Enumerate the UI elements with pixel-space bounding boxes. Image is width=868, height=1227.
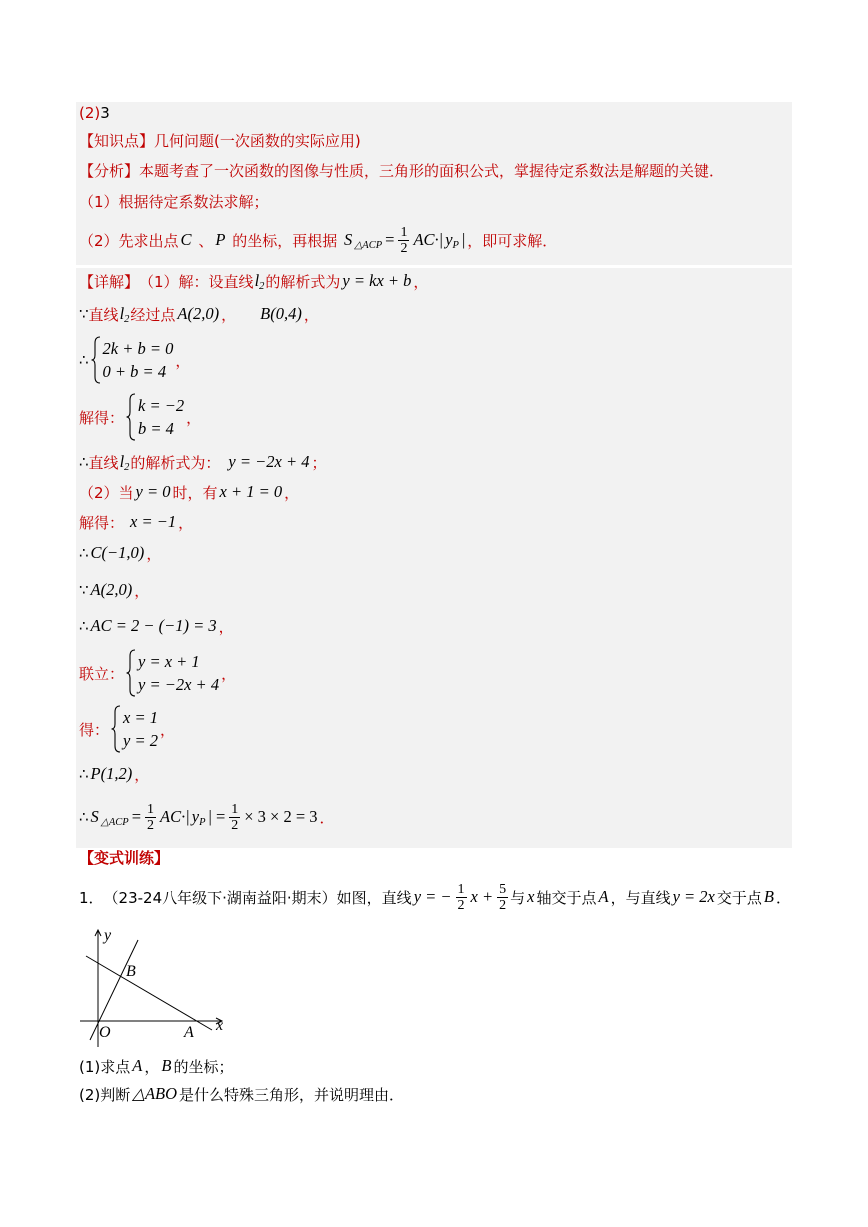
q1-text: (1)求点 [79,1057,131,1076]
abs-close-equals: | = [208,807,226,826]
problem-text-3: 轴交于点 [536,888,597,907]
line-var: l [119,452,125,471]
part-label: (2) [79,104,101,122]
base-ac: AC·| [413,230,444,249]
part-value: 3 [100,104,110,122]
point-a-coord: A(2,0) [90,580,133,599]
axis-var: x [527,887,535,906]
fraction-numerator: 5 [499,881,507,897]
therefore-symbol: ∴ [79,765,89,783]
detail-l12-end: ， [159,720,175,739]
detail-l1-end: ， [413,272,429,291]
because-symbol: ∵ [79,581,89,599]
detail-l1-expr: y = kx + b [342,271,412,290]
line-var-subscript: 2 [259,280,265,292]
detail-l7-expr: x = −1 [130,512,177,531]
detail-l11-end: ， [221,664,237,683]
area-result: × 3 × 2 = 3 [244,807,318,826]
ac-length: AC = 2 − (−1) = 3 [90,616,217,635]
step2-sep: 、 [193,231,214,250]
system-row: y = −2x + 4 [138,675,220,694]
detail-l5-text: 直线 [88,453,119,472]
because-symbol: ∵ [79,305,89,323]
detail-label: 【详解】 [79,272,140,291]
equation-system [91,336,174,384]
knowledge-label: 【知识点】 [79,131,155,150]
detail-l7-end: ， [178,513,194,532]
detail-l6-expr1: y = 0 [135,482,171,501]
detail-l3-end: ， [175,351,191,370]
height-var: y [445,230,453,249]
detail-l12-text: 得： [79,720,110,739]
problem-source: （23-24八年级下·湖南益阳·期末） [103,888,337,907]
line-var-subscript: 2 [124,313,130,325]
detail-l10-end: ， [218,617,234,636]
q2-triangle: △ABO [132,1084,178,1103]
detail-l8-end: ， [146,544,162,563]
system-row: k = −2 [138,396,185,415]
fraction-numerator: 1 [457,881,465,897]
point-p: P [215,230,226,249]
point-a: A [598,887,609,906]
detail-l6-expr2: x + 1 = 0 [219,482,283,501]
q1-sep: ， [144,1057,160,1076]
problem-number: 1． [79,888,104,907]
height-subscript: P [199,816,206,828]
variant-problem-line [79,867,791,927]
detail-l1-text: （1）解：设直线 [139,272,254,291]
q1-end: 的坐标； [173,1057,234,1076]
detail-l6-mid: 时，有 [172,483,218,502]
step2-mid: 的坐标，再根据 [227,231,342,250]
detail-l7-text: 解得： [79,513,125,532]
variant-label: 【变式训练】 [79,848,170,867]
area-subscript: △ACP [354,240,383,251]
analysis-text: 本题考查了一次函数的图像与性质，三角形的面积公式，掌握待定系数法是解题的关键． [139,161,725,180]
analysis-step1: （1）根据待定系数法求解； [79,192,269,211]
fraction-numerator: 1 [400,224,408,240]
equals-sign: = [131,807,142,826]
height-subscript: P [452,239,459,251]
problem-text-4: ，与直线 [610,888,671,907]
system-row: y = 2 [123,731,158,750]
detail-l14-end: ． [319,808,335,827]
point-b: B [763,887,774,906]
q2-end: 是什么特殊三角形，并说明理由． [179,1085,405,1104]
fraction-denominator: 2 [231,817,239,833]
problem-expr-1: y = − [413,887,452,906]
detail-l6-end: ， [284,483,300,502]
fraction-numerator: 1 [231,801,239,817]
area-subscript: △ACP [100,817,129,828]
fraction-one-half [456,882,467,913]
therefore-symbol: ∴ [79,351,89,369]
system-row: x = 1 [123,708,158,727]
problem-expr-2: x + [470,887,494,906]
left-brace [91,336,101,384]
therefore-symbol: ∴ [79,808,89,826]
system-row: 0 + b = 4 [102,362,167,381]
x-axis-label: x [216,1017,224,1034]
detail-l2-text: 直线 [88,305,119,324]
area-symbol: S [343,230,353,249]
detail-l4-text: 解得： [79,408,125,427]
fraction-five-halves [497,882,508,913]
detail-l6-text: （2）当 [79,483,134,502]
problem-expr-3: y = 2x [672,887,715,906]
area-symbol: S [90,807,99,826]
detail-l9-end: ， [134,581,150,600]
function-graph-figure [76,922,236,1052]
detail-l11-text: 联立： [79,664,125,683]
point-a-label: A [184,1024,194,1041]
q1-point-b: B [161,1056,172,1075]
problem-text-5: 交于点 [716,888,762,907]
detail-l5-mid: 的解析式为： [130,453,221,472]
point-b-label: B [126,963,136,980]
q1-point-a: A [132,1056,143,1075]
knowledge-text: 几何问题(一次函数的实际应用) [154,131,361,150]
detail-l5-expr: y = −2x + 4 [228,452,310,471]
therefore-symbol: ∴ [79,617,89,635]
height-var: y [191,807,200,826]
fraction-denominator: 2 [457,897,465,913]
detail-l2-comma: ， [221,305,237,324]
origin-label: O [99,1024,111,1041]
line-y-neg-half-x-plus-five-halves [86,956,212,1030]
left-brace [126,649,136,697]
detail-l2-mid: 经过点 [130,305,176,324]
line-var-subscript: 2 [124,461,130,473]
equation-system [126,649,219,697]
equals-sign: = [385,230,395,249]
detail-line-3 [79,330,190,390]
detail-line-11 [79,643,236,703]
system-row: 2k + b = 0 [102,339,174,358]
abs-close: | [461,230,466,249]
point-p-coord: P(1,2) [90,764,133,783]
point-c: C [180,230,192,249]
system-row: y = x + 1 [138,652,200,671]
detail-l13-end: ， [134,765,150,784]
fraction-denominator: 2 [147,817,155,833]
q2-text: (2)判断 [79,1085,131,1104]
therefore-symbol: ∴ [79,453,89,471]
fraction-denominator: 2 [499,897,507,913]
problem-text-1: 如图，直线 [336,888,412,907]
line-y-2x [90,940,138,1040]
detail-l2-end: ， [303,305,319,324]
detail-l5-end: ； [311,453,327,472]
point-a: A(2,0) [177,304,220,323]
analysis-label: 【分析】 [79,161,140,180]
step2-suffix: ，即可求解． [467,231,558,250]
fraction-one-half [229,802,240,833]
line-var: l [119,304,125,323]
y-axis-label: y [104,927,112,944]
point-b: B(0,4) [260,304,302,323]
line-var: l [254,271,260,290]
step2-prefix: （2）先求出点 [79,231,179,250]
system-row: b = 4 [138,419,174,438]
problem-end: ． [775,888,791,907]
question-2-line [79,1064,404,1124]
detail-l4-end: ， [186,408,202,427]
point-c-coord: C(−1,0) [90,543,145,562]
detail-l1-mid: 的解析式为 [265,272,341,291]
problem-text-2: 与 [510,888,526,907]
therefore-symbol: ∴ [79,544,89,562]
fraction-numerator: 1 [147,801,155,817]
base-ac: AC·| [160,807,190,826]
fraction-denominator: 2 [400,240,408,256]
